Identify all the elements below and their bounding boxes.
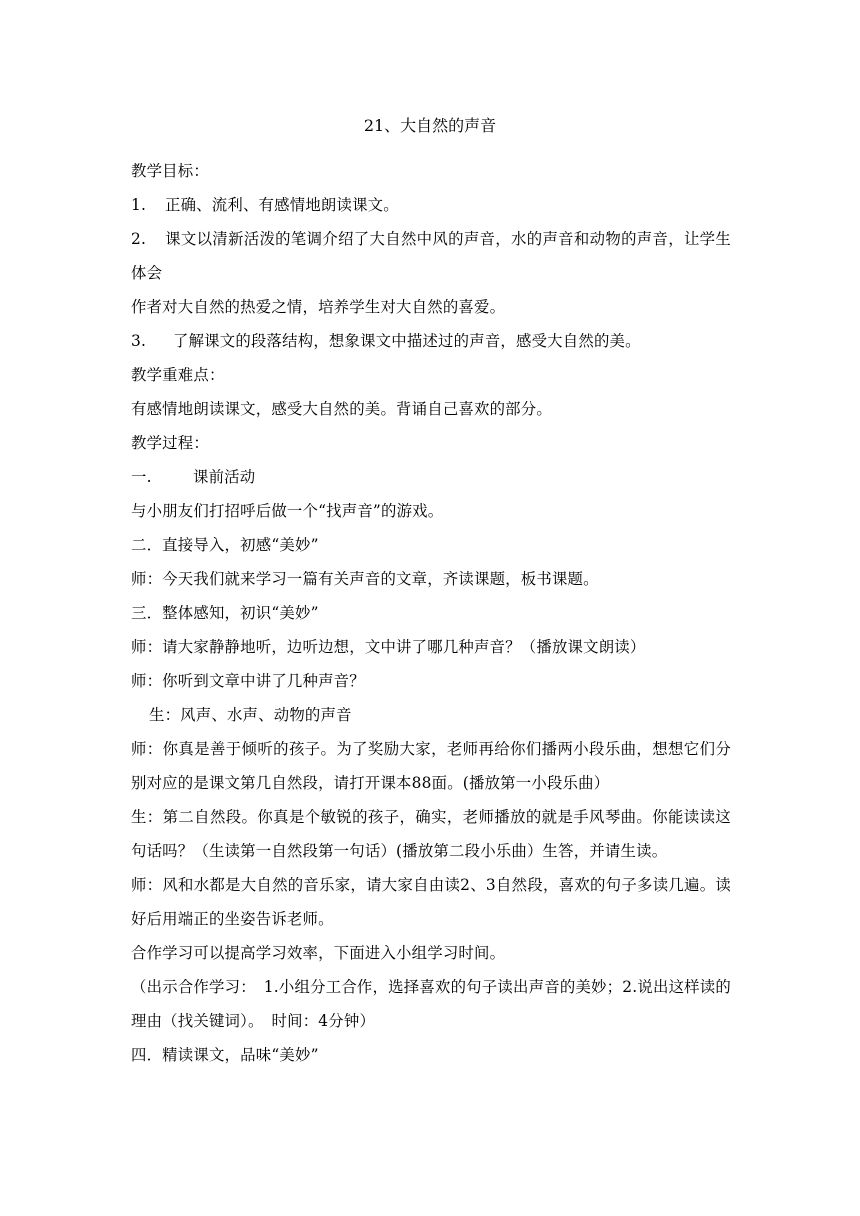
goal-item-2 xyxy=(131,222,731,290)
page-title: 21、大自然的声音 xyxy=(363,116,497,135)
step-3-paragraph-8: （出示合作学习： 1.小组分工合作，选择喜欢的句子读出声音的美妙；2.说出这样读的理由（找关键词）。 时间：4分钟） xyxy=(131,978,731,1030)
goal-number-2: 2. xyxy=(131,230,147,248)
goal-number-1: 1. xyxy=(131,196,147,214)
key-points-heading: 教学重难点： xyxy=(131,366,225,384)
step-2-paragraph: 师：今天我们就来学习一篇有关声音的文章，齐读课题，板书课题。 xyxy=(131,570,599,588)
step-2-heading: 二．直接导入，初感“美妙” xyxy=(131,536,319,554)
step-3-paragraph-1: 师：请大家静静地听，边听边想，文中讲了哪几种声音？（播放课文朗读） xyxy=(131,638,646,656)
document-body xyxy=(131,154,731,1072)
goal-number-3: 3. xyxy=(131,332,147,350)
goal-text-2: 课文以清新活泼的笔调介绍了大自然中风的声音，水的声音和动物的声音，让学生体会 xyxy=(131,230,731,282)
step-1-number: 一. xyxy=(131,468,152,486)
step-3-paragraph-4: 师：你真是善于倾听的孩子。为了奖励大家，老师再给你们播两小段乐曲，想想它们分别对应的是课文第几自然段，请打开课本88面。(播放第一小段乐曲） xyxy=(131,740,731,792)
goal-text-1: 正确、流利、有感情地朗读课文。 xyxy=(165,196,399,214)
step-3-paragraph-3: 生：风声、水声、动物的声音 xyxy=(149,706,352,724)
step-3-heading: 三．整体感知，初识“美妙” xyxy=(131,604,319,622)
key-points-text: 有感情地朗读课文，感受大自然的美。背诵自己喜欢的部分。 xyxy=(131,400,552,418)
goal-text-3: 了解课文的段落结构，想象课文中描述过的声音，感受大自然的美。 xyxy=(173,332,641,350)
step-3-paragraph-7: 合作学习可以提高学习效率，下面进入小组学习时间。 xyxy=(131,944,506,962)
step-4-heading: 四．精读课文，品味“美妙” xyxy=(131,1046,319,1064)
goal-item-3 xyxy=(131,324,731,358)
step-1-paragraph: 与小朋友们打招呼后做一个“找声音”的游戏。 xyxy=(131,502,444,520)
step-1-text: 课前活动 xyxy=(193,468,256,486)
step-3-paragraph-6: 师：风和水都是大自然的音乐家，请大家自由读2、3自然段，喜欢的句子多读几遍。读好后用端正的坐姿告诉老师。 xyxy=(131,876,731,928)
goal-text-2-continued: 作者对大自然的热爱之情，培养学生对大自然的喜爱。 xyxy=(131,298,506,316)
goals-heading: 教学目标： xyxy=(131,162,209,180)
step-1-heading xyxy=(131,460,731,494)
process-heading: 教学过程： xyxy=(131,434,209,452)
goal-item-1 xyxy=(131,188,731,222)
step-3-paragraph-2: 师：你听到文章中讲了几种声音？ xyxy=(131,672,365,690)
step-3-paragraph-5: 生：第二自然段。你真是个敏锐的孩子，确实，老师播放的就是手风琴曲。你能读读这句话吗？（生读第一自然段第一句话）(播放第二段小乐曲）生答，并请生读。 xyxy=(131,808,731,860)
